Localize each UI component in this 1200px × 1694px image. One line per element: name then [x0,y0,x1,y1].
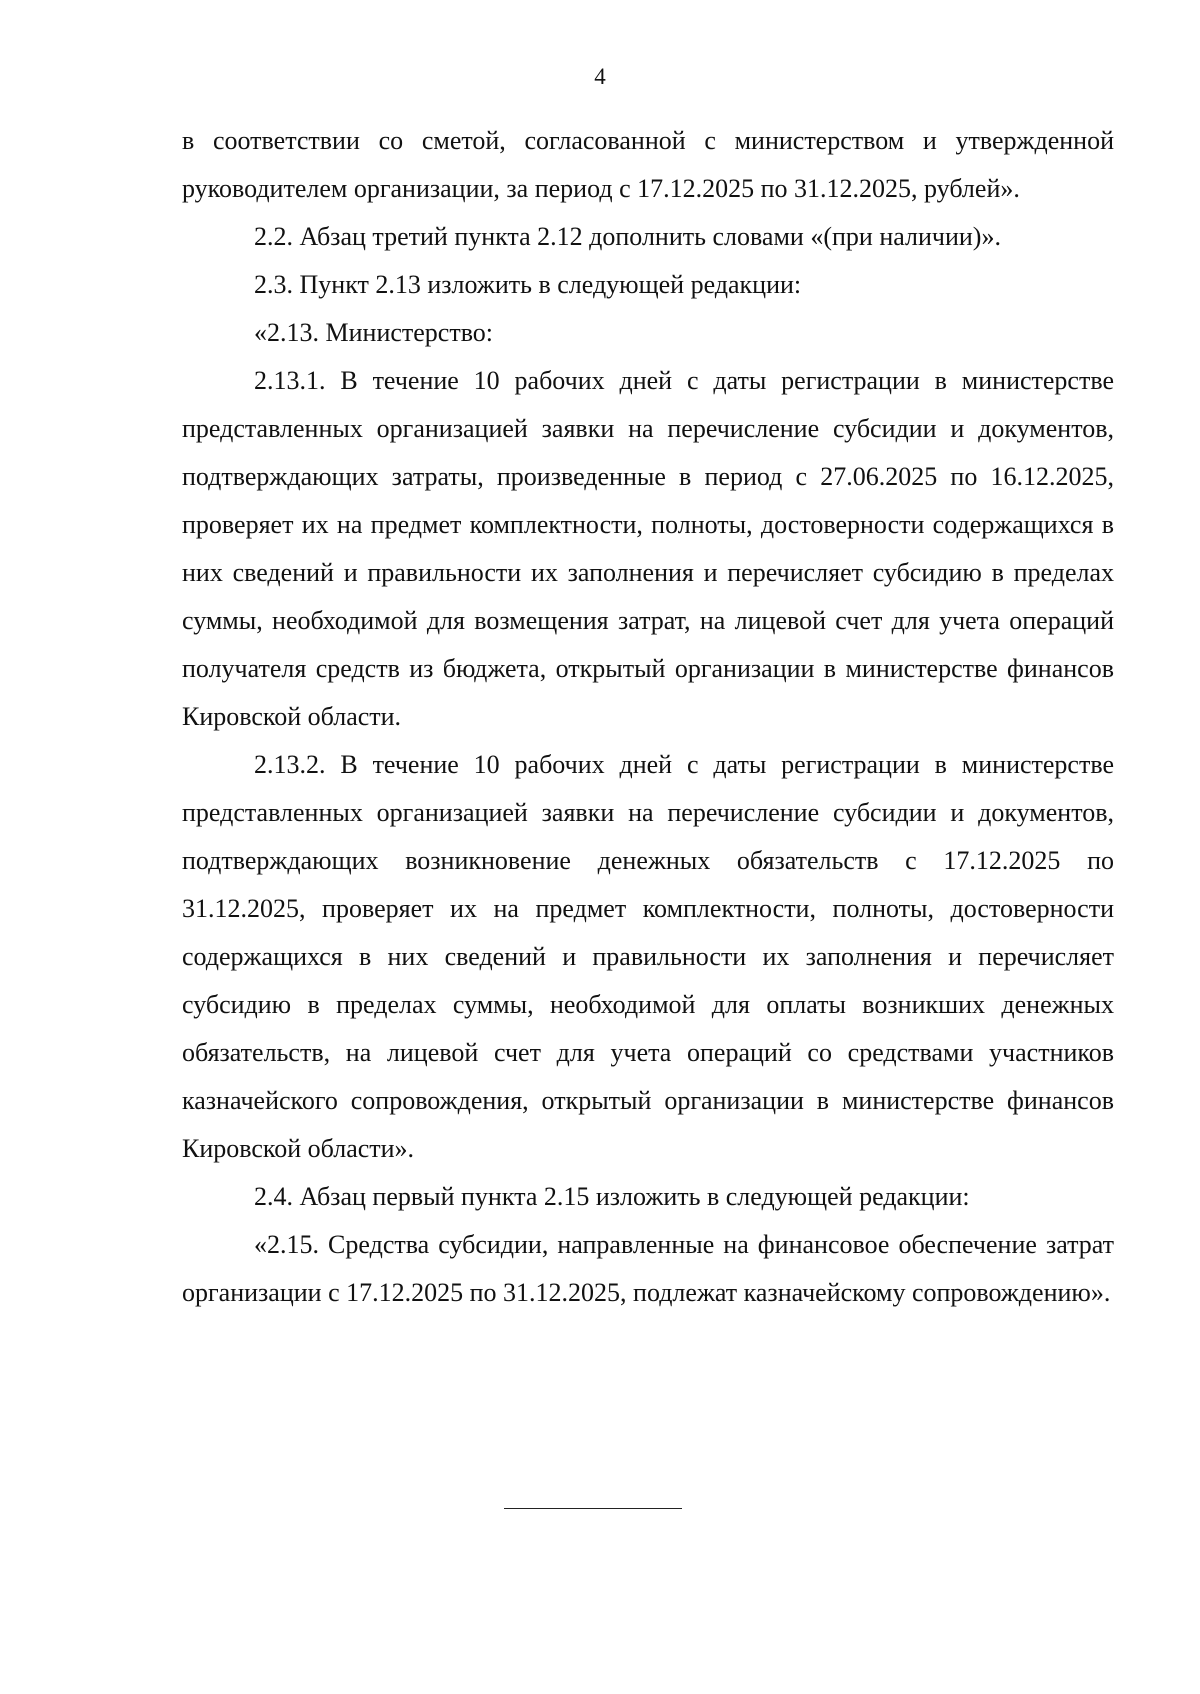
paragraph-item-2-13-1: 2.13.1. В течение 10 рабочих дней с даты регистрации в министерстве представленных организацией заявки на перечисление субсидии и документов, подтверждающих затраты, произведенные в период с 27.06.2025 по 16.12.2025, проверяет их на предмет комплектности, полноты, достоверности содержащихся в них сведений и правильности их заполнения и перечисляет субсидию в пределах суммы, необходимой для возмещения затрат, на лицевой счет для учета операций получателя средств из бюджета, открытый организации в министерстве финансов Кировской области. [182,366,1114,731]
paragraph-item-2-13-heading: «2.13. Министерство: [254,318,494,347]
document-body [182,117,1114,1317]
paragraph-item-2-4: 2.4. Абзац первый пункта 2.15 изложить в следующей редакции: [254,1182,970,1211]
paragraph-item-2-3: 2.3. Пункт 2.13 изложить в следующей редакции: [254,270,802,299]
closing-separator-line [504,1508,682,1509]
paragraph-item-2-13-2: 2.13.2. В течение 10 рабочих дней с даты регистрации в министерстве представленных организацией заявки на перечисление субсидии и документов, подтверждающих возникновение денежных обязательств с 17.12.2025 по 31.12.2025, проверяет их на предмет комплектности, полноты, достоверности содержащихся в них сведений и правильности их заполнения и перечисляет субсидию в пределах суммы, необходимой для оплаты возникших денежных обязательств, на лицевой счет для учета операций со средствами участников казначейского сопровождения, открытый организации в министерстве финансов Кировской области». [182,750,1114,1163]
page-number: 4 [594,64,606,89]
paragraph-item-2-15: «2.15. Средства субсидии, направленные на финансовое обеспечение затрат организации с 17.12.2025 по 31.12.2025, подлежат казначейскому сопровождению». [182,1230,1114,1307]
paragraph-continuation: в соответствии со сметой, согласованной с министерством и утвержденной руководителем организации, за период с 17.12.2025 по 31.12.2025, рублей». [182,126,1114,203]
paragraph-item-2-2: 2.2. Абзац третий пункта 2.12 дополнить словами «(при наличии)». [254,222,1001,251]
